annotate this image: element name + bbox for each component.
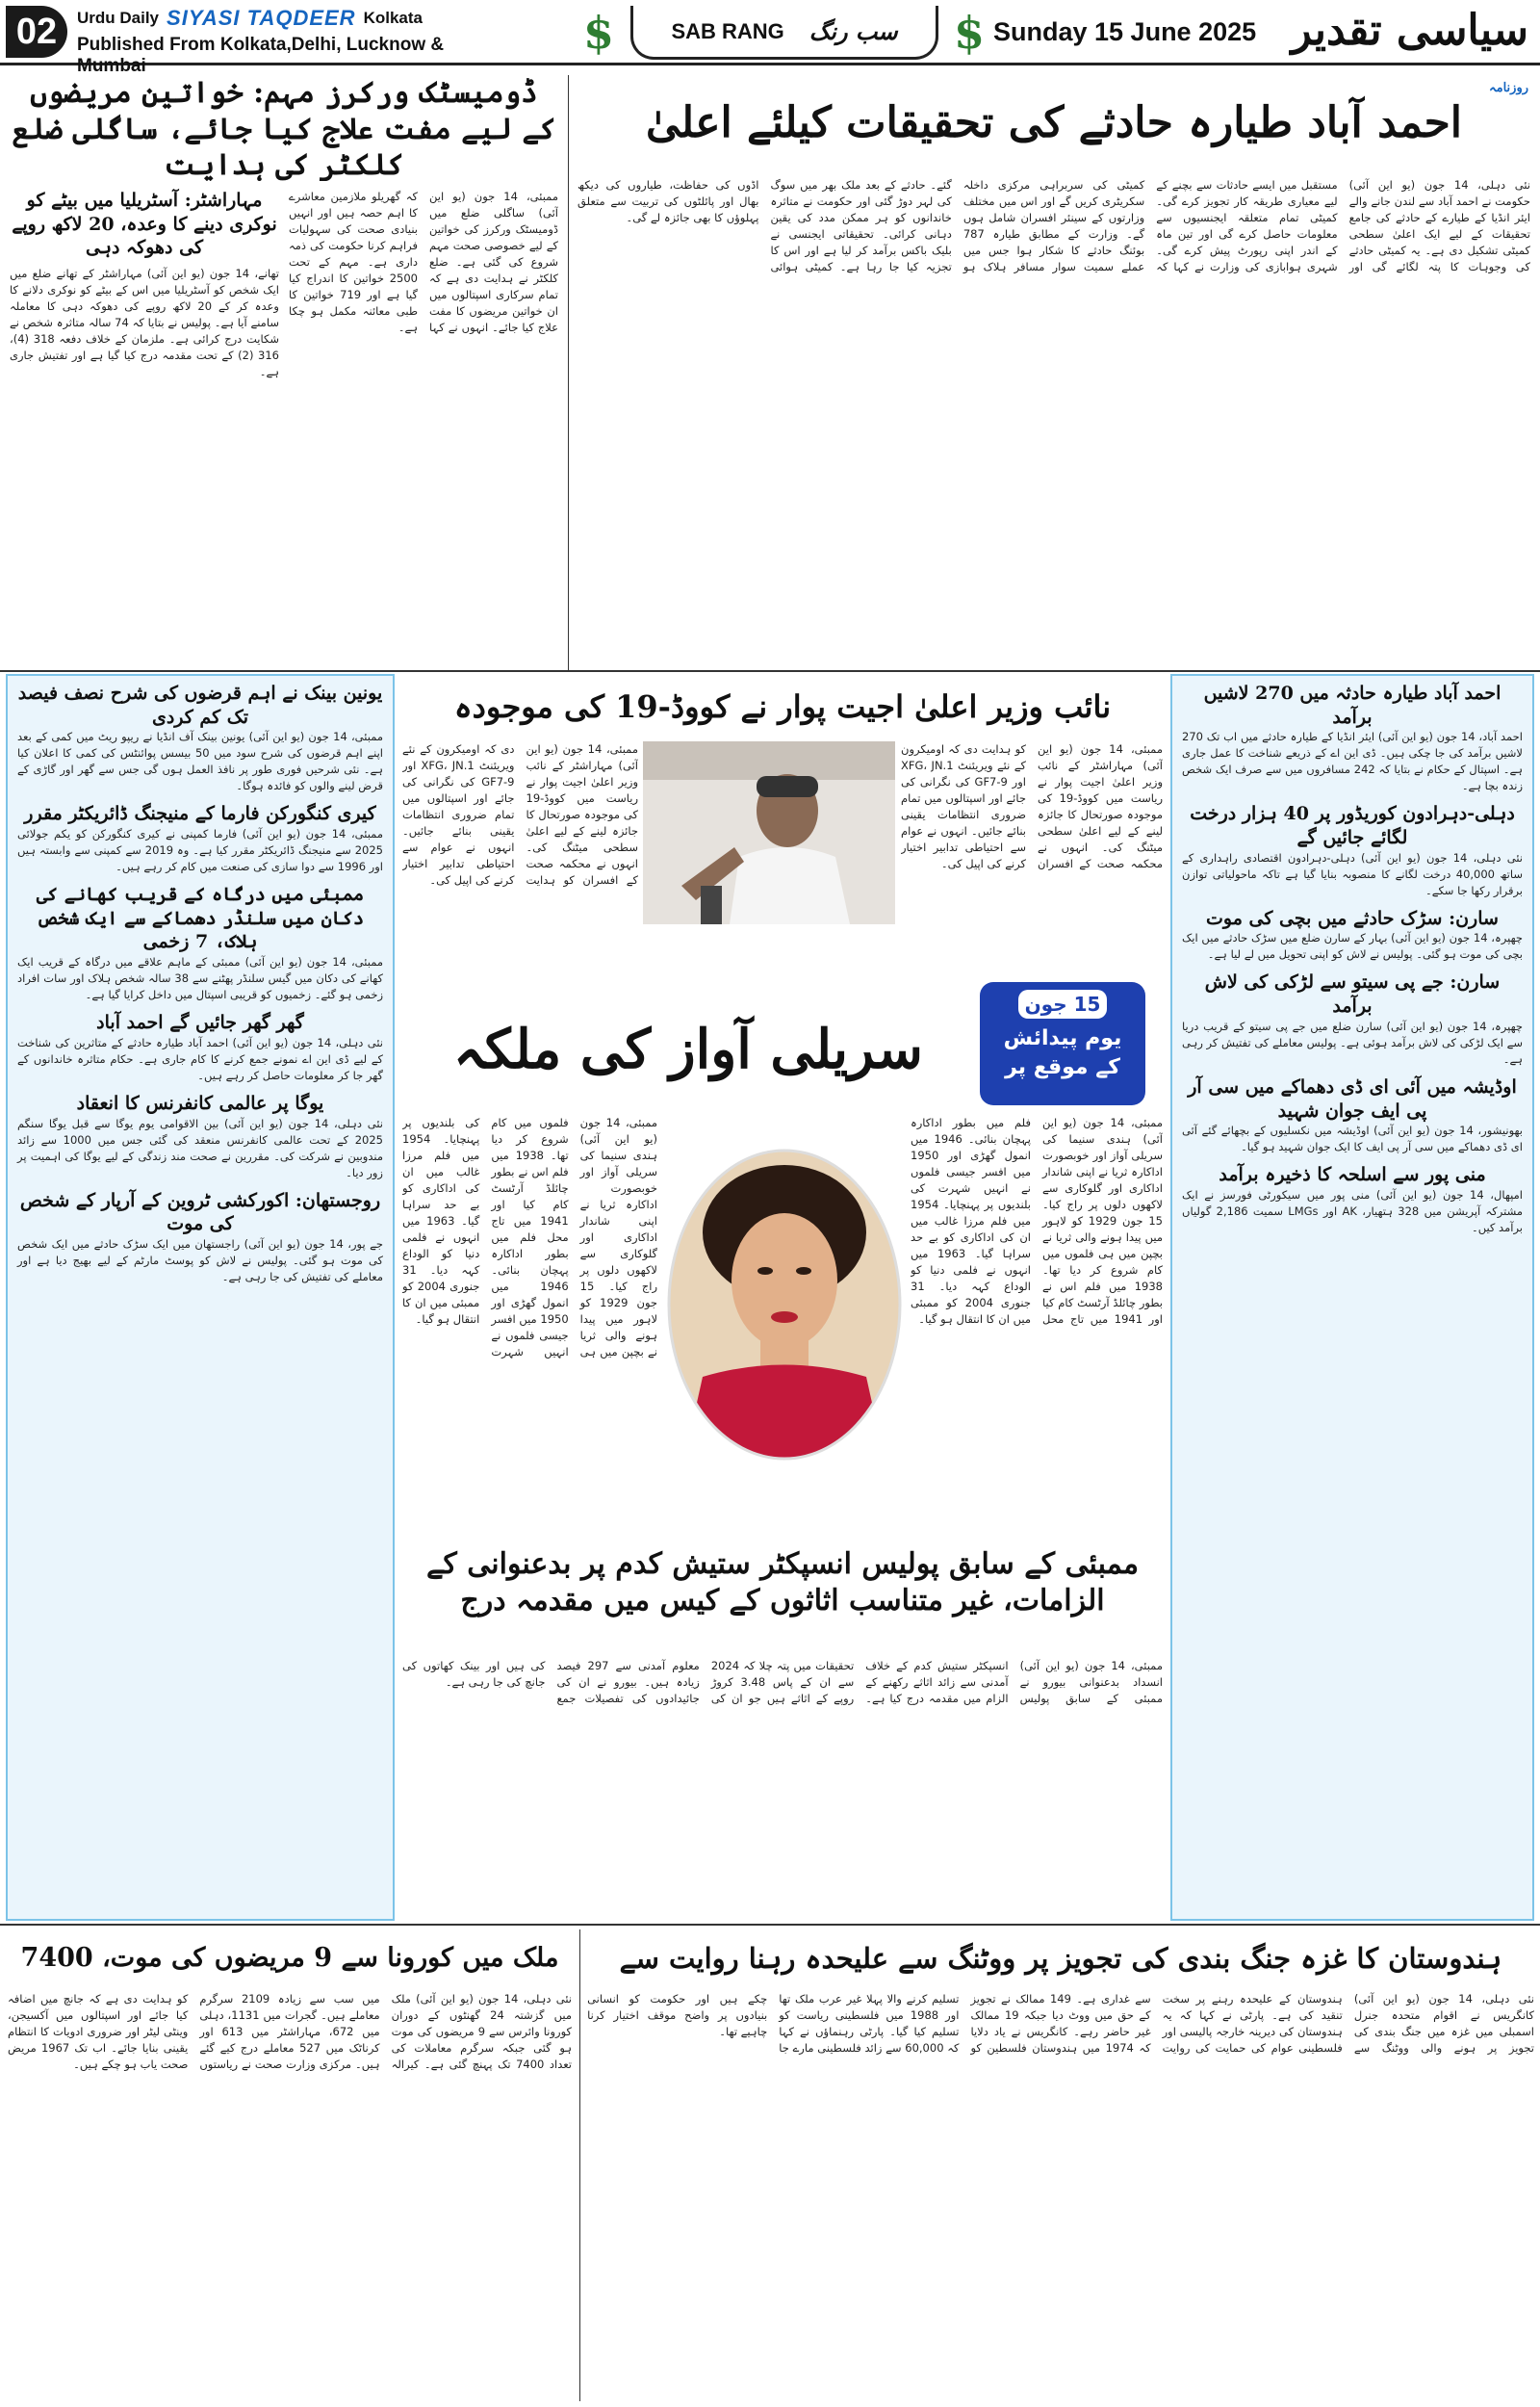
suraiya-body-left: ممبئی، 14 جون (یو این آئی) ہندی سنیما کی سریلی آواز اور خوبصورت اداکارہ ثریا نے اپنی شاندار اداکاری اور گلوکاری سے لاکھوں دلوں پر راج کیا۔ 15 جون 1929 کو لاہور میں پیدا ہونے والی ثریا نے بچپن میں ہی فلموں میں کام شروع کر دیا تھا۔ 1938 میں فلم اس نے بطور چائلڈ آرٹسٹ کام کیا اور 1941 میں تاج محل فلم میں بطور اداکارہ پہچان بنائی۔ 1946 میں انمول گھڑی اور 1950 میں افسر جیسی فلموں نے انہیں شہرت کی بلندیوں پر پہنچایا۔ 1954 میں فلم مرزا غالب میں ان کی اداکاری کو بے حد سراہا گیا۔ 1963 میں انہوں نے فلمی دنیا کو الوداع کہہ دیا۔ 31 جنوری 2004 کو ممبئی میں ان کا انتقال ہو گیا۔ [402, 1116, 657, 1359]
section-name-ur: سب رنگ [808, 17, 898, 45]
yoga-body: نئی دہلی، 14 جون (یو این آئی) بین الاقوامی یوم یوگا سے قبل یوگا سنگم 2025 کے تحت عالمی کانفرنس منعقد کی گئی جس میں 1000 سے زائد مندوبین نے شرکت کی۔ مقررین نے صحت مند زندگی کے لیے یوگا کی اہمیت پر زور دیا۔ [17, 1116, 384, 1179]
saran-body-body: چھپرہ، 14 جون (یو این آئی) سارن ضلع میں جے پی سیتو کے قریب دریا سے ایک لڑکی کی لاش برآمد ہوئی ہے۔ پولیس معاملے کی تفتیش کر رہی ہے۔ [1182, 1019, 1523, 1066]
police-headline: ممبئی کے سابق پولیس انسپکٹر ستیش کدم پر بدعنوانی کے الزامات، غیر متناسب اثاثوں کے کیس میں مقدمہ درج [425, 1547, 1140, 1618]
lead-headline: احمد آباد طیارہ حادثے کی تحقیقات کیلئے اعلیٰ [645, 98, 1463, 147]
issue-date: Sunday 15 June 2025 [993, 17, 1257, 46]
fraud-body: تھانے، 14 جون (یو این آئی) مہاراشٹر کے تھانے ضلع میں ایک شخص کو آسٹریلیا میں اس کے بیٹے کو نوکری دلانے کا وعدہ کر کے 20 لاکھ روپے کی دھوکہ دہی کا معاملہ سامنے آیا ہے۔ پولیس نے بتایا کہ 74 سالہ متاثرہ شخص نے شکایت درج کرائی ہے۔ ملزمان کے خلاف دفعہ 318 (4)، 316 (2) کے تحت مقدمہ درج کیا گیا ہے اور تفتیش جاری ہے۔ [10, 267, 279, 379]
kerry-body: ممبئی، 14 جون (یو این آئی) فارما کمپنی نے کیری کنگورکن کو یکم جولائی 2025 سے منیجنگ ڈائریکٹر مقرر کیا ہے۔ وہ 2019 سے کمپنی سے وابستہ ہیں اور 1996 سے دوا سازی کی صنعت میں کام کر رہے ہیں۔ [17, 827, 383, 874]
police-headline-box [402, 1546, 1163, 1652]
publication-info [77, 6, 500, 77]
union-bank-headline: یونین بینک نے اہم قرضوں کی شرح نصف فیصد تک کم کردی [17, 683, 383, 728]
suraiya-body-right: ممبئی، 14 جون (یو این آئی) ہندی سنیما کی سریلی آواز اور خوبصورت اداکارہ ثریا نے اپنی شاندار اداکاری اور گلوکاری سے لاکھوں دلوں پر راج کیا۔ 15 جون 1929 کو لاہور میں پیدا ہونے والی ثریا نے بچپن میں ہی فلموں میں کام شروع کر دیا تھا۔ 1938 میں فلم اس نے بطور چائلڈ آرٹسٹ کام کیا اور 1941 میں تاج محل فلم میں بطور اداکارہ پہچان بنائی۔ 1946 میں انمول گھڑی اور 1950 میں افسر جیسی فلموں نے انہیں شہرت کی بلندیوں پر پہنچایا۔ 1954 میں فلم مرزا غالب میں ان کی اداکاری کو بے حد سراہا گیا۔ 1963 میں انہوں نے فلمی دنیا کو الوداع کہہ دیا۔ 31 جنوری 2004 کو ممبئی میں ان کا انتقال ہو گیا۔ [911, 1116, 1163, 1326]
urdu-daily-label: Urdu Daily [77, 9, 160, 27]
saran-body-headline: سارن: جے پی سیتو سے لڑکی کی لاش برآمد [1204, 971, 1501, 1018]
suraiya-portrait [664, 1146, 905, 1463]
ajit-body-left: ممبئی، 14 جون (یو این آئی) مہاراشٹر کے نائب وزیر اعلیٰ اجیت پوار نے ریاست میں کووڈ-19 کی موجودہ صورتحال کا جائزہ لینے کے لیے اعلیٰ سطحی میٹنگ کی۔ انہوں نے محکمہ صحت کے افسران کو ہدایت دی کہ اومیکرون کے نئے ویریئنٹ XFG، JN.1 اور GF7-9 کی نگرانی کی جائے اور اسپتالوں میں تمام ضروری انتظامات یقینی بنائے جائیں۔ انہوں نے عوام سے احتیاطی تدابیر اختیار کرنے کی اپیل کی۔ [402, 742, 638, 887]
home-visit-body: نئی دہلی، 14 جون (یو این آئی) احمد آباد طیارہ حادثے کے متاثرین کی شناخت کے لیے ڈی این اے نمونے جمع کرنے کا کام جاری ہے۔ حکام متاثرہ خاندانوں کے گھر جا کر معلومات حاصل کر رہے ہیں۔ [17, 1035, 383, 1082]
city-label: Kolkata [363, 9, 423, 27]
birthday-banner [980, 982, 1145, 1105]
saran-accident-headline: سارن: سڑک حادثے میں بچی کی موت [1206, 907, 1499, 929]
masthead-tag: روزنامہ [1489, 81, 1528, 95]
suraiya-headline-box [402, 992, 974, 1107]
masthead-bar [0, 0, 1540, 95]
manipur-headline: منی پور سے اسلحہ کا ذخیرہ برآمد [1219, 1164, 1486, 1186]
lead-article-body: نئی دہلی، 14 جون (یو این آئی) حکومت نے احمد آباد سے لندن جانے والے ایئر انڈیا کے طیارے کے حادثے کی جامع تحقیقات کے لیے ایک اعلیٰ سطحی کمیٹی تشکیل دی ہے۔ یہ کمیٹی حادثے کی وجوہات کا پتہ لگائے گی اور مستقبل میں ایسے حادثات سے بچنے کے لیے معیاری طریقہ کار تجویز کرے گی۔ کمیٹی تمام متعلقہ ایجنسیوں سے معلومات حاصل کرے گی اور تین ماہ کے اندر اپنی رپورٹ پیش کرے گی۔ شہری ہوابازی کی وزارت نے کہا کہ کمیٹی کی سربراہی مرکزی داخلہ سکریٹری کریں گے اور اس میں مختلف وزارتوں کے سینئر افسران شامل ہوں گے۔ وزارت کے مطابق طیارہ 787 بوئنگ حادثے کا شکار ہوا جس میں عملے سمیت سوار مسافر ہلاک ہو گئے۔ حادثے کے بعد ملک بھر میں سوگ کی لہر دوڑ گئی اور حکومت نے متاثرہ خاندانوں کو ہر ممکن مدد کی یقین دہانی کرائی۔ تحقیقاتی ایجنسی نے بلیک باکس برآمد کر لیا ہے اور اس کا تجزیہ کیا جا رہا ہے۔ کمیٹی ہوائی اڈوں کی حفاظت، طیاروں کی دیکھ بھال اور پائلٹوں کی تربیت سے متعلق پہلوؤں کا بھی جائزہ لے گی۔ [578, 178, 1530, 273]
kerry-headline: کیری کنگورکن فارما کے منیجنگ ڈائریکٹر مقرر [24, 803, 376, 825]
banner-line3: کے موقع پر [1005, 1055, 1120, 1079]
dollar-left-icon: $ [582, 7, 614, 59]
domestic-article-body: ممبئی، 14 جون (یو این آئی) ساگلی ضلع میں ڈومیسٹک ورکرز کی خواتین کے لیے خصوصی صحت مہم شروع کی گئی ہے۔ ضلع کلکٹر نے ہدایت دی ہے کہ تمام سرکاری اسپتالوں میں ان خواتین مریضوں کا مفت علاج کیا جائے۔ انہوں نے کہا کہ گھریلو ملازمین معاشرے کا اہم حصہ ہیں اور انہیں بنیادی صحت کی سہولیات فراہم کرنا حکومت کی ذمہ داری ہے۔ مہم کے تحت 2500 خواتین کا اندراج کیا گیا ہے اور 719 خواتین کا طبی معائنہ مکمل ہو چکا ہے۔ [289, 190, 558, 334]
masthead-title: سیاسی تقدیر [1291, 6, 1528, 55]
trees-headline: دہلی-دہرادون کوریڈور پر 40 ہزار درخت لگائے جائیں گے [1190, 803, 1515, 849]
manipur-body: امپھال، 14 جون (یو این آئی) منی پور میں سیکورٹی فورسز نے ایک مشترکہ آپریشن میں 328 ہتھیار، AK اور LMGs سمیت 2,186 گولیاں برآمد کیں۔ [1182, 1187, 1523, 1234]
lead-headline-box [578, 75, 1530, 171]
police-article-body: ممبئی، 14 جون (یو این آئی) انسداد بدعنوانی بیورو نے ممبئی کے سابق پولیس انسپکٹر ستیش کدم کے خلاف آمدنی سے زائد اثاثے رکھنے کے الزام میں مقدمہ درج کیا ہے۔ تحقیقات میں پتہ چلا کہ 2024 سے ان کے پاس 3.48 کروڑ روپے کے اثاثے ہیں جو ان کی معلوم آمدنی سے 297 فیصد زیادہ ہیں۔ بیورو نے ان کی جائیدادوں کی تفصیلات جمع کی ہیں اور بینک کھاتوں کی جانچ کی جا رہی ہے۔ [402, 1659, 1163, 1705]
fraud-story [10, 189, 279, 668]
rajasthan-body: جے پور، 14 جون (یو این آئی) راجستھان میں ایک سڑک حادثے میں ایک شخص کی موت ہو گئی۔ پولیس نے لاش کو پوسٹ مارٹم کے لیے بھیج دیا ہے اور معاملے کی تفتیش کی جا رہی ہے۔ [17, 1236, 383, 1283]
ajit-pawar-photo [643, 741, 895, 924]
fraud-headline: مہاراشٹر: آسٹریلیا میں بیٹے کو نوکری دینے کا وعدہ، 20 لاکھ روپے کی دھوکہ دہی [12, 190, 277, 259]
gaza-headline-box [587, 1931, 1534, 1985]
banner-date: 15 جون [1018, 990, 1107, 1019]
gaza-headline: ہندوستان کا غزہ جنگ بندی کی تجویز پر ووٹنگ سے علیحدہ رہنا روایت سے [619, 1942, 1502, 1975]
mumbai-blast-body: ممبئی، 14 جون (یو این آئی) ممبئی کے ماہم علاقے میں درگاہ کے قریب ایک کھانے کی دکان میں گیس سلنڈر پھٹنے سے 38 سالہ شخص ہلاک اور سات افراد زخمی ہو گئے۔ زخمیوں کو قریبی اسپتال میں داخل کرایا گیا ہے۔ [17, 955, 383, 1002]
section-banner [630, 6, 938, 60]
published-from: Published From Kolkata,Delhi, Lucknow & Mumbai [77, 35, 445, 76]
ajit-body-right: ممبئی، 14 جون (یو این آئی) مہاراشٹر کے نائب وزیر اعلیٰ اجیت پوار نے ریاست میں کووڈ-19 کی موجودہ صورتحال کا جائزہ لینے کے لیے اعلیٰ سطحی میٹنگ کی۔ انہوں نے محکمہ صحت کے افسران کو ہدایت دی کہ اومیکرون کے نئے ویریئنٹ XFG، JN.1 اور GF7-9 کی نگرانی کی جائے اور اسپتالوں میں تمام ضروری انتظامات یقینی بنائے جائیں۔ انہوں نے عوام سے احتیاطی تدابیر اختیار کرنے کی اپیل کی۔ [901, 742, 1163, 870]
section-name-en: SAB RANG [671, 18, 784, 43]
gaza-article-body: نئی دہلی، 14 جون (یو این آئی) کانگریس نے اقوام متحدہ جنرل اسمبلی میں غزہ میں جنگ بندی کی تجویز پر ہونے والی ووٹنگ سے ہندوستان کے علیحدہ رہنے پر سخت تنقید کی ہے۔ پارٹی نے کہا کہ یہ ہندوستان کی دیرینہ خارجہ پالیسی اور فلسطینی عوام کی حمایت کی روایت سے غداری ہے۔ 149 ممالک نے تجویز کے حق میں ووٹ دیا جبکہ 19 ممالک غیر حاضر رہے۔ کانگریس نے یاد دلایا کہ 1974 میں ہندوستان فلسطین کو تسلیم کرنے والا پہلا غیر عرب ملک تھا اور 1988 میں فلسطینی ریاست کو تسلیم کیا گیا۔ پارٹی رہنماؤں نے کہا کہ 60,000 سے زائد فلسطینی مارے جا چکے ہیں اور حکومت کو انسانی بنیادوں پر واضح موقف اختیار کرنا چاہیے تھا۔ [587, 1992, 1534, 2055]
brand-name: SIYASI TAQDEER [167, 6, 356, 30]
ajit-headline: نائب وزیر اعلیٰ اجیت پوار نے کووڈ-19 کی موجودہ [453, 688, 1112, 725]
banner-line2: یوم پیدائش [1003, 1026, 1122, 1050]
covid-article-body: نئی دہلی، 14 جون (یو این آئی) ملک میں گزشتہ 24 گھنٹوں کے دوران کورونا وائرس سے 9 مریضوں کی موت ہو گئی جبکہ سرگرم معاملات کی تعداد 7400 تک پہنچ گئی ہے۔ کیرالہ میں سب سے زیادہ 2109 سرگرم معاملے ہیں۔ گجرات میں 1131، دہلی میں 672، مہاراشٹر میں 613 اور کرناٹک میں 527 معاملے درج کیے گئے ہیں۔ مرکزی وزارت صحت نے ریاستوں کو ہدایت دی ہے کہ جانچ میں اضافہ کیا جائے اور اسپتالوں میں آکسیجن، وینٹی لیٹر اور ضروری ادویات کا انتظام یقینی بنایا جائے۔ اب تک 1967 مریض صحت یاب ہو چکے ہیں۔ [8, 1992, 572, 2071]
crash-bodies-headline: احمد آباد طیارہ حادثہ میں 270 لاشیں برآمد [1203, 683, 1502, 728]
odisha-headline: اوڈیشہ میں آئی ای ڈی دھماکے میں سی آر پی ایف جوان شہید [1188, 1075, 1517, 1122]
union-bank-body: ممبئی، 14 جون (یو این آئی) یونین بینک آف انڈیا نے ریپو ریٹ میں کمی کے بعد اپنے اہم قرضوں کی شرح سود میں 50 بیسس پوائنٹس کی کمی کا اعلان کیا ہے۔ نئی شرحیں فوری طور پر نافذ العمل ہوں گی جس سے گھر اور گاڑی کے قرض لینے والوں کو فائدہ ہوگا۔ [17, 730, 384, 793]
left-news-column [6, 674, 395, 1921]
column-divider [568, 75, 569, 670]
masthead-logo [1269, 2, 1528, 95]
trees-body: نئی دہلی، 14 جون (یو این آئی) دہلی-دہرادون اقتصادی راہداری کے ساتھ 40,000 درخت لگانے کا منصوبہ بنایا گیا ہے تاکہ ماحولیاتی توازن برقرار رکھا جا سکے۔ [1182, 850, 1524, 897]
ajit-headline-box [402, 678, 1163, 736]
bottom-column-divider [579, 1929, 580, 2401]
covid-headline-box [8, 1931, 572, 1985]
mumbai-blast-headline: ممبئی میں درگاہ کے قریب کھانے کی دکان میں سلنڈر دھماکے سے ایک شخص ہلاک، 7 زخمی [36, 884, 365, 953]
section-divider [0, 670, 1540, 672]
saran-accident-body: چھپرہ، 14 جون (یو این آئی) بہار کے سارن ضلع میں سڑک حادثے میں ایک بچی کی موت ہو گئی۔ پولیس نے لاش کو اپنی تحویل میں لے لیا ہے۔ [1182, 931, 1523, 962]
right-news-column [1170, 674, 1534, 1921]
odisha-body: بھونیشور، 14 جون (یو این آئی) اوڈیشہ میں نکسلیوں کے بچھائے گئے آئی ای ڈی دھماکے میں سی آر پی ایف کا ایک جوان شہید ہو گیا۔ [1182, 1124, 1524, 1154]
domestic-headline: ڈومیسٹک ورکرز مہم: خواتین مریضوں کے لیے مفت علاج کیا جائے، ساگلی ضلع کلکٹر کی ہدایت [12, 76, 556, 181]
covid-headline: ملک میں کورونا سے 9 مریضوں کی موت، 7400 [20, 1943, 559, 1973]
home-visit-headline: گھر گھر جائیں گے احمد آباد [96, 1012, 304, 1034]
dollar-right-icon: $ [953, 7, 985, 59]
domestic-headline-box [10, 75, 558, 181]
crash-bodies-body: احمد آباد، 14 جون (یو این آئی) ایئر انڈیا کے طیارہ حادثے میں اب تک 270 لاشیں برآمد کی جا چکی ہیں۔ ڈی این اے کے ذریعے شناخت کا عمل جاری ہے۔ اسپتال کے حکام نے بتایا کہ 242 مسافروں میں سے صرف ایک شخص زندہ بچا ہے۔ [1182, 730, 1523, 793]
yoga-headline: یوگا پر عالمی کانفرنس کا انعقاد [76, 1092, 324, 1114]
suraiya-headline: سریلی آواز کی ملکہ [453, 1018, 923, 1081]
page-number: 02 [6, 6, 67, 58]
section-divider-bottom [0, 1924, 1540, 1926]
rajasthan-headline: روجستھان: اکورکشی ٹروین کے آرپار کے شخص کی موت [19, 1189, 381, 1235]
